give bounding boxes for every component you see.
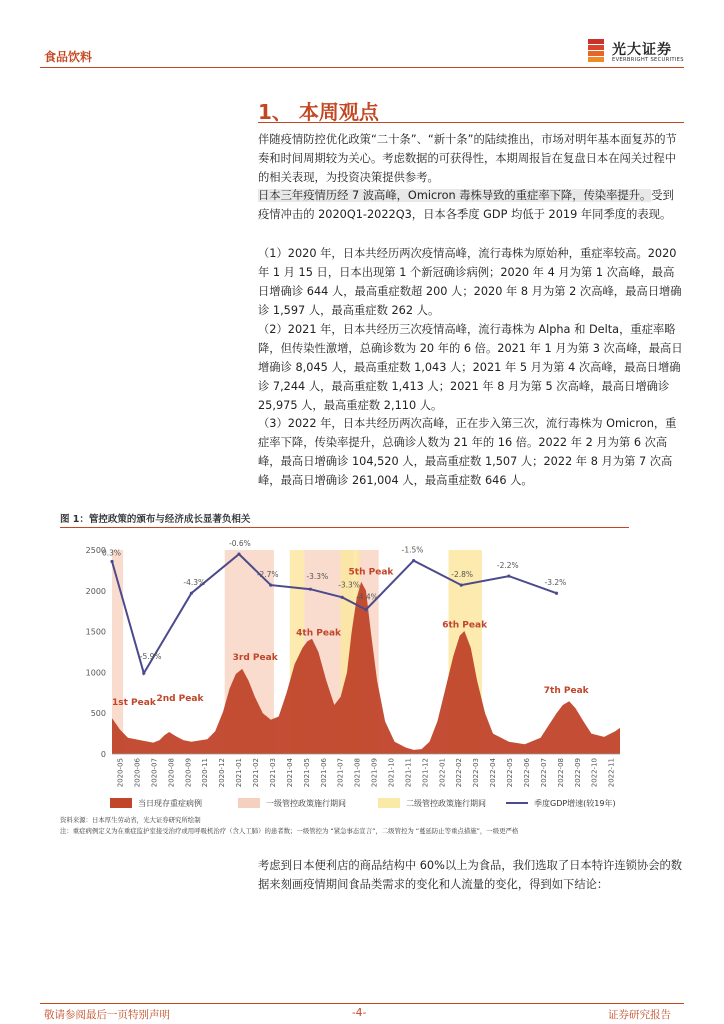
legend-swatch-severe xyxy=(110,798,132,808)
y-tick-label: 1000 xyxy=(85,668,106,678)
gdp-data-label: -1.5% xyxy=(401,545,424,555)
gdp-point xyxy=(412,559,415,562)
header-divider xyxy=(40,67,684,68)
gdp-point xyxy=(142,672,145,675)
x-tick-label: 2022-02 xyxy=(455,758,464,788)
peak-annotation: 3rd Peak xyxy=(232,653,278,664)
x-tick-label: 2020-12 xyxy=(218,758,227,788)
x-tick-label: 2021-01 xyxy=(235,758,244,788)
gdp-point xyxy=(269,583,272,586)
logo-text-cn: 光大证券 xyxy=(612,42,672,58)
x-tick-label: 2021-11 xyxy=(404,758,413,788)
gdp-data-label: -5.9% xyxy=(139,652,162,662)
x-tick-label: 2021-04 xyxy=(285,758,294,788)
logo-mark-icon xyxy=(586,38,608,66)
figure-note: 注：重症病例定义为在重症监护室接受治疗或用呼吸机治疗（含人工肺）的患者数；一级管控为 “紧急事态宣言”，二级管控为 “蔓延防止等重点措施”，一级更严格 xyxy=(60,827,519,835)
x-tick-label: 2022-07 xyxy=(539,758,548,788)
peak-annotation: 7th Peak xyxy=(543,685,589,696)
gdp-data-label: -3.3% xyxy=(338,580,360,590)
gdp-data-label: -3.3% xyxy=(306,572,329,582)
footer-disclaimer: 敬请参阅最后一页特别声明 xyxy=(44,1009,170,1021)
gdp-data-label: -2.2% xyxy=(496,561,519,571)
company-logo xyxy=(586,38,686,66)
gdp-data-label: -2.7% xyxy=(256,570,279,580)
y-tick-label: 0 xyxy=(100,750,106,759)
x-tick-label: 2021-12 xyxy=(421,758,430,788)
x-tick-label: 2022-09 xyxy=(573,758,582,788)
summary-rest: 受到疫情冲击的 2020Q1-2022Q3，日本各季度 GDP 均低于 2019 年同季度的表现。 xyxy=(258,189,674,221)
x-tick-label: 2022-03 xyxy=(472,758,481,788)
legend-item-level1 xyxy=(238,797,346,809)
x-tick-label: 2022-04 xyxy=(489,758,498,788)
y-tick-label: 500 xyxy=(90,709,106,719)
x-tick-label: 2020-11 xyxy=(201,758,210,788)
x-tick-label: 2022-05 xyxy=(506,758,515,788)
x-tick-label: 2020-07 xyxy=(150,758,159,788)
gdp-data-label: -3.2% xyxy=(544,578,567,588)
figure-source: 资料来源：日本厚生劳动省，光大证券研究所绘制 xyxy=(60,816,201,824)
gdp-data-label: -2.8% xyxy=(451,570,474,580)
x-tick-label: 2021-07 xyxy=(336,758,345,788)
legend-item-level2 xyxy=(378,797,486,809)
header-category-tag: 食品饮料 xyxy=(44,50,93,64)
legend-item-gdp xyxy=(506,797,616,809)
figure-title: 图 1：管控政策的颁布与经济成长显著负相关 xyxy=(60,514,251,525)
gdp-data-label: -0.6% xyxy=(229,539,251,549)
paragraph-intro: 伴随疫情防控优化政策“二十条”、“新十条”的陆续推出，市场对明年基本面复苏的节奏和时间周期较为关心。考虑数据的可获得性，本期周报旨在复盘日本在闯关过程中的相关表现，为投资决策提供参考。 xyxy=(258,133,677,184)
logo-text-en: EVERBRIGHT SECURITIES xyxy=(612,57,684,63)
x-tick-label: 2021-06 xyxy=(319,758,328,788)
peak-annotation: 6th Peak xyxy=(442,620,488,631)
footer-page-number: -4- xyxy=(352,1007,367,1019)
gdp-point xyxy=(555,592,558,595)
x-tick-label: 2020-05 xyxy=(116,758,125,788)
gdp-point xyxy=(341,596,344,599)
gdp-point xyxy=(507,575,510,578)
section-title: 1、 本周观点 xyxy=(258,100,379,124)
peak-annotation: 1st Peak xyxy=(112,698,156,709)
x-tick-label: 2022-08 xyxy=(556,758,565,788)
gdp-point xyxy=(364,608,367,611)
x-tick-label: 2021-09 xyxy=(370,758,379,788)
gdp-data-label: -4.3% xyxy=(183,578,206,588)
paragraph-summary xyxy=(258,186,684,224)
y-tick-label: 2500 xyxy=(85,546,106,555)
footer-report-type: 证券研究报告 xyxy=(608,1009,671,1021)
gdp-point xyxy=(110,560,113,563)
x-tick-label: 2022-06 xyxy=(522,758,531,788)
footer-divider xyxy=(40,1003,684,1004)
gdp-point xyxy=(460,583,463,586)
legend-swatch-level1 xyxy=(238,798,260,808)
x-tick-label: 2021-02 xyxy=(252,758,261,788)
legend-label-gdp: 季度GDP增速(较19年) xyxy=(534,798,616,808)
x-tick-label: 2022-10 xyxy=(590,758,599,788)
legend-item-severe xyxy=(110,797,202,809)
gdp-data-label: -4.4% xyxy=(356,592,378,602)
paragraph-2020: （1）2020 年，日本共经历两次疫情高峰，流行毒株为原始种，重症率较高。2020 年 1 月 15 日，日本出现第 1 个新冠确诊病例；2020 年 4 月为第 1 次高峰，最高日增确诊 644 人，最高重症数超 200 人；2020 年 8 月为第 2 次高峰，最高日增确诊 1,597 人，最高重症数 262 人。 xyxy=(258,247,682,317)
gdp-point xyxy=(237,552,240,555)
x-tick-label: 2021-03 xyxy=(268,758,277,788)
y-tick-label: 1500 xyxy=(85,627,106,637)
peak-annotation: 5th Peak xyxy=(348,567,394,578)
figure-title-rule xyxy=(60,527,629,528)
x-tick-label: 2021-08 xyxy=(353,758,362,788)
x-tick-label: 2021-05 xyxy=(302,758,311,788)
legend-label-severe: 当日现存重症病例 xyxy=(138,798,202,808)
legend-swatch-gdp xyxy=(506,802,528,804)
gdp-point xyxy=(309,588,312,591)
y-tick-label: 2000 xyxy=(85,586,106,596)
x-tick-label: 2020-09 xyxy=(184,758,193,788)
legend-label-level1: 一级管控政策施行期间 xyxy=(266,798,346,808)
paragraph-2021: （2）2021 年，日本共经历三次疫情高峰，流行毒株为 Alpha 和 Delta，重症率略降，但传染性激增，总确诊数为 20 年的 6 倍。2021 年 1 月为第 3 次高峰，最高日增确诊 8,045 人，最高重症数 1,043 人；2021 年 5 月为第 4 次高峰，最高日增确诊 7,244 人，最高重症数 1,413 人；2021 年 8 月为第 5 次高峰，最高日增确诊 25,975 人，最高重症数 2,110 人。 xyxy=(258,323,683,412)
section-title-rule xyxy=(258,122,684,123)
severe-cases-area xyxy=(112,582,620,754)
paragraph-conclusion-intro: 考虑到日本便利店的商品结构中 60%以上为食品，我们选取了日本特许连锁协会的数据来刻画疫情期间食品类需求的变化和人流量的变化，得到如下结论： xyxy=(258,859,683,891)
gdp-data-label: 0.3% xyxy=(102,548,122,558)
x-tick-label: 2022-11 xyxy=(607,758,616,788)
x-tick-label: 2020-06 xyxy=(133,758,142,788)
legend-swatch-level2 xyxy=(378,798,400,808)
peak-annotation: 4th Peak xyxy=(296,628,342,639)
covid-severe-cases-chart xyxy=(60,530,630,794)
peak-annotation: 2nd Peak xyxy=(156,693,204,704)
gdp-point xyxy=(190,592,193,595)
x-tick-label: 2022-01 xyxy=(438,758,447,788)
chart-legend xyxy=(110,797,670,811)
paragraph-2022: （3）2022 年，日本共经历两次高峰，正在步入第三次，流行毒株为 Omicron，重症率下降，传染率提升，总确诊人数为 21 年的 16 倍。2022 年 2 月为第 6 次高峰，最高日增确诊 104,520 人，最高重症数 1,507 人；2022 年 8 月为第 7 次高峰，最高日增确诊 261,004 人，最高重症数 646 人。 xyxy=(258,417,677,487)
legend-label-level2: 二级管控政策施行期间 xyxy=(406,798,486,808)
x-tick-label: 2020-08 xyxy=(167,758,176,788)
x-tick-label: 2021-10 xyxy=(387,758,396,788)
summary-highlight: 日本三年疫情历经 7 波高峰，Omicron 毒株导致的重症率下降，传染率提升。 xyxy=(258,189,652,202)
